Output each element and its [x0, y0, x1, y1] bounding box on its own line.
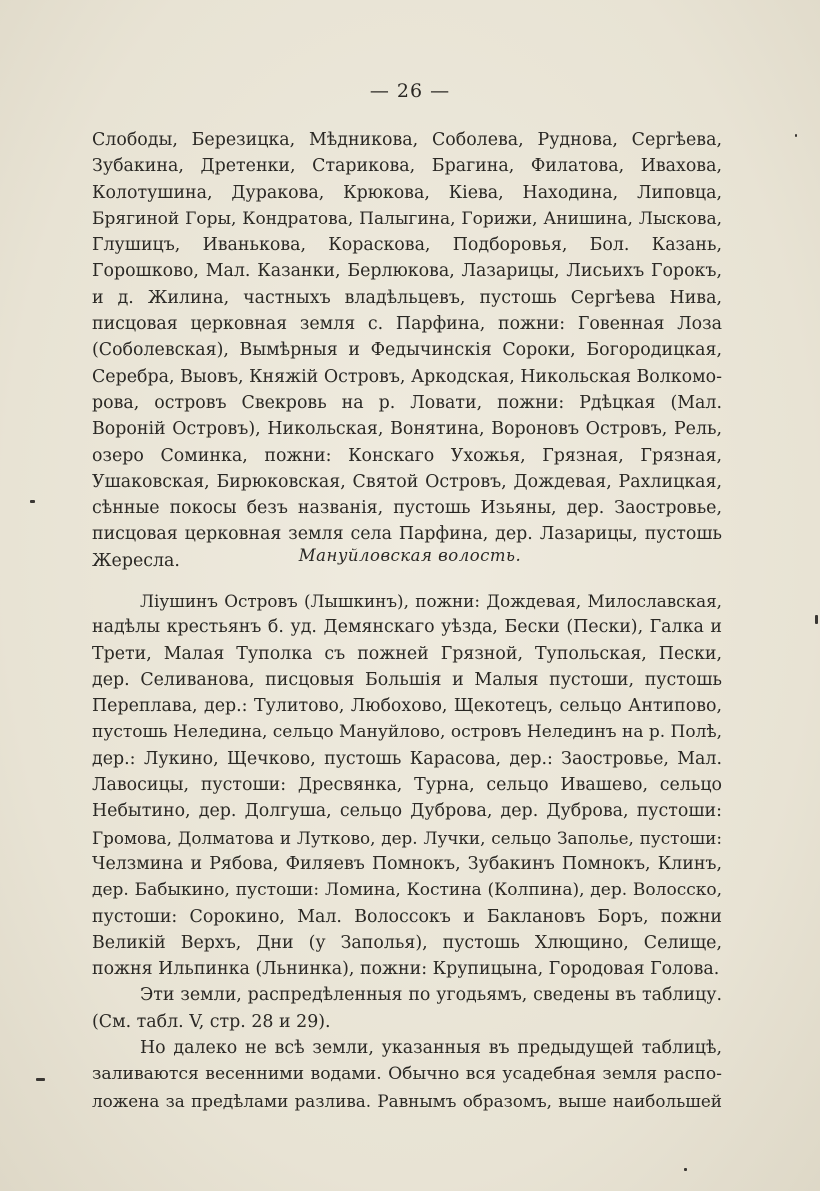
text-line: писцовая церковная земля села Парфина, дер. Лазарицы, пустошь — [92, 524, 722, 545]
text-line: Но далеко не всѣ земли, указанныя въ предыдущей таблицѣ, — [140, 1038, 722, 1059]
text-line: Горошково, Мал. Казанки, Берлюкова, Лазарицы, Лисьихъ Горокъ, — [92, 261, 722, 282]
text-line: Небытино, дер. Долгуша, сельцо Дуброва, дер. Дуброва, пустоши: — [92, 801, 722, 822]
text-line: дер. Селиванова, писцовыя Большія и Малыя пустоши, пустошь — [92, 669, 722, 690]
text-line: Жересла. — [92, 550, 180, 571]
text-line: сѣнные покосы безъ названія, пустошь Изьяны, дер. Заостровье, — [92, 498, 722, 519]
text-line: (См. табл. V, стр. 28 и 29). — [92, 1011, 331, 1032]
paragraph-land-list-2 — [92, 588, 722, 1114]
text-line: Слободы, Березицка, Мѣдникова, Соболева, Руднова, Сергѣева, — [92, 130, 722, 150]
text-line: Брягиной Горы, Кондратова, Палыгина, Горижи, Анишина, Лыскова, — [92, 208, 722, 229]
text-line: Серебра, Выовъ, Княжій Островъ, Аркодская, Никольская Волкомо- — [92, 366, 722, 387]
text-line: Лавосицы, пустоши: Дресвянка, Турна, сельцо Ивашево, сельцо — [92, 775, 722, 796]
page-number: — 26 — — [369, 80, 451, 102]
text-line: ложена за предѣлами разлива. Равнымъ образомъ, выше наибольшей — [92, 1090, 722, 1111]
text-line: заливаются весенними водами. Обычно вся усадебная земля распо- — [92, 1064, 722, 1085]
text-line: Ушаковская, Бирюковская, Святой Островъ, Дождевая, Рахлицкая, — [92, 471, 722, 492]
scan-speck — [36, 1078, 45, 1081]
text-line: Трети, Малая Туполка съ пожней Грязной, Тупольская, Пески, — [92, 643, 722, 664]
text-line: Челзмина и Рябова, Филяевъ Помнокъ, Зубакинъ Помнокъ, Клинъ, — [92, 853, 722, 874]
section-heading: Мануйловская волость. — [298, 546, 522, 565]
text-line: Ліушинъ Островъ (Лышкинъ), пожни: Дождевая, Милославская, — [140, 591, 722, 611]
scan-speck — [795, 134, 797, 137]
text-line: надѣлы крестьянъ б. уд. Демянскаго уѣзда, Бески (Пески), Галка и — [92, 617, 722, 638]
text-line: озеро Соминка, пожни: Конскаго Ухожья, Грязная, Грязная, — [92, 445, 722, 466]
text-line: Великій Верхъ, Дни (у Заполья), пустошь Хлющино, Селище, — [92, 932, 722, 953]
text-line: писцовая церковная земля с. Парфина, пожни: Говенная Лоза — [92, 314, 722, 335]
text-line: пустошь Неледина, сельцо Мануйлово, островъ Нелединъ на р. Полѣ, — [92, 722, 722, 743]
text-line: Переплава, дер.: Тулитово, Любохово, Щекотецъ, сельцо Антипово, — [92, 696, 722, 717]
text-line: и д. Жилина, частныхъ владѣльцевъ, пустошь Сергѣева Нива, — [92, 287, 722, 308]
scan-speck — [684, 1168, 687, 1171]
text-line: Вороній Островъ), Никольская, Вонятина, Вороновъ Островъ, Рель, — [92, 419, 722, 440]
text-line: Громова, Долматова и Лутково, дер. Лучки, сельцо Заполье, пустоши: — [92, 827, 722, 848]
text-line: дер.: Лукино, Щечково, пустошь Карасова, дер.: Заостровье, Мал. — [92, 748, 722, 769]
text-line: Эти земли, распредѣленныя по угодьямъ, сведены въ таблицу. — [140, 985, 722, 1006]
text-line: пожня Ильпинка (Льнинка), пожни: Крупицына, Городовая Голова. — [92, 959, 720, 980]
text-line: дер. Бабыкино, пустоши: Ломина, Костина (Колпина), дер. Волосско, — [92, 880, 722, 901]
scan-speck — [815, 615, 818, 624]
paragraph-land-list-1 — [92, 127, 722, 574]
text-line: (Соболевская), Вымѣрныя и Федычинскія Сороки, Богородицкая, — [92, 340, 722, 361]
text-line: Колотушина, Дуракова, Крюкова, Кіева, Находина, Липовца, — [92, 182, 722, 203]
text-line: Зубакина, Дретенки, Старикова, Брагина, Филатова, Ивахова, — [92, 156, 722, 177]
text-line: Глушицъ, Иванькова, Кораскова, Подборовья, Бол. Казань, — [92, 235, 722, 256]
scan-speck — [30, 500, 35, 503]
text-line: рова, островъ Свекровь на р. Ловати, пожни: Рдѣцкая (Мал. — [92, 392, 722, 413]
text-line: пустоши: Сорокино, Мал. Волоссокъ и Баклановъ Боръ, пожни — [92, 906, 722, 927]
